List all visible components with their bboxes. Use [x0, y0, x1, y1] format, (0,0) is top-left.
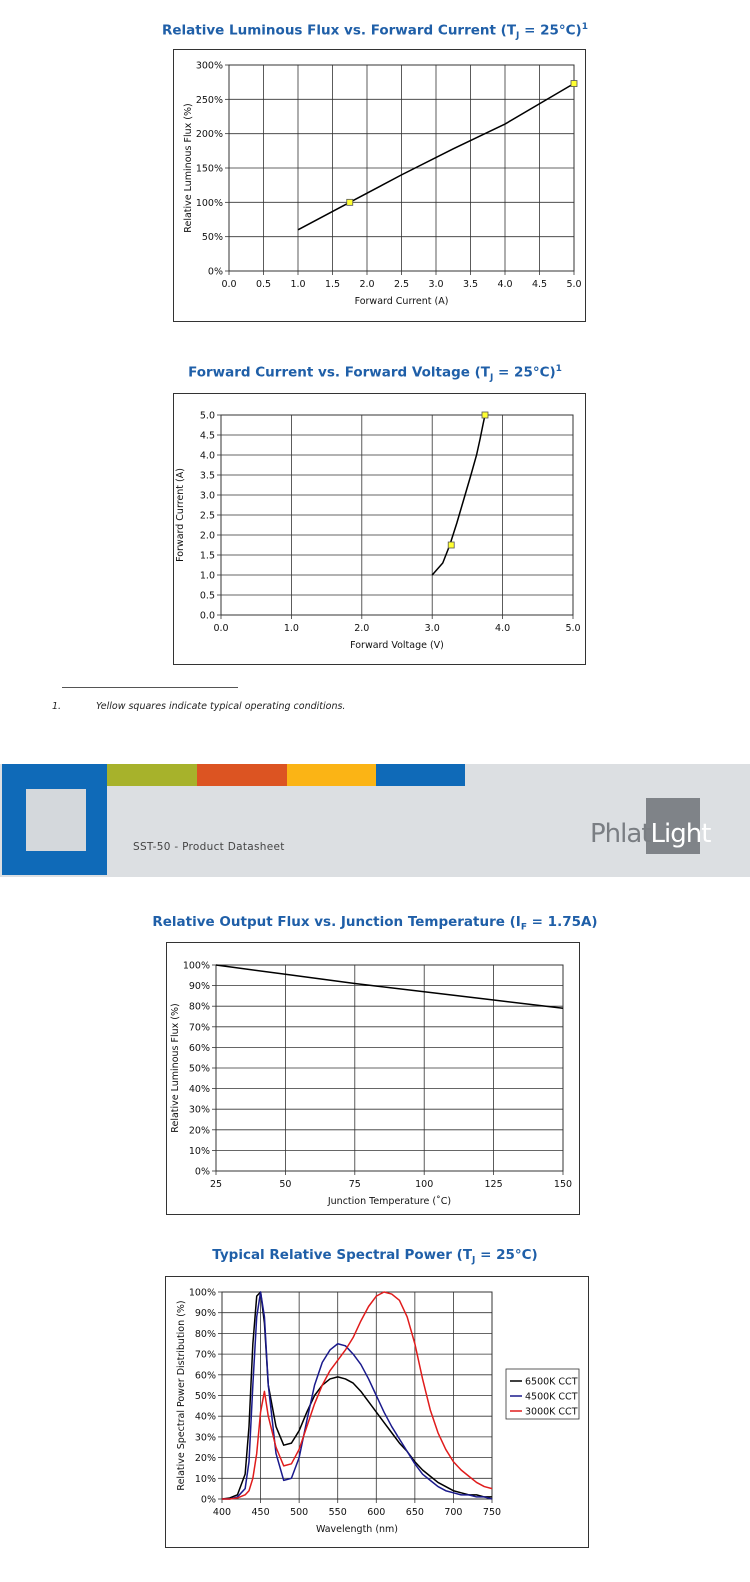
banner-blue-block [2, 764, 107, 875]
c1-ytick-label: 100% [195, 197, 223, 209]
c1-ytick-label: 300% [195, 60, 223, 72]
c4-ytick-label: 60% [194, 1370, 216, 1382]
c2-marker-0 [448, 542, 454, 548]
c3-ytick-label: 60% [188, 1042, 210, 1054]
c4-xtick-label: 450 [251, 1507, 270, 1518]
banner-stripe-orange [197, 764, 287, 786]
c1-xtick-label: 0.0 [221, 279, 237, 290]
banner-stripe-yellow [287, 764, 376, 786]
chart4-title: Typical Relative Spectral Power $(T_J = 25^\circ C)$ [212, 1247, 538, 1266]
c4-xtick-label: 700 [444, 1507, 463, 1518]
c2-ytick-label: 1.5 [199, 550, 215, 562]
footnote-divider [62, 687, 238, 688]
c1-marker-1 [571, 81, 577, 87]
c2-grid [217, 415, 573, 619]
c4-grid [218, 1292, 492, 1503]
c4-xtick-label: 400 [212, 1507, 232, 1518]
c4-xtick-label: 500 [290, 1507, 309, 1518]
c2-ytick-label: 1.0 [199, 570, 215, 582]
chart1-plot [174, 50, 585, 321]
c3-ytick-label: 90% [188, 981, 210, 993]
c4-ytick-label: 100% [188, 1287, 216, 1299]
c1-ytick-label: 0% [207, 266, 223, 278]
c4-ytick-label: 0% [200, 1494, 216, 1506]
c4-ylabel: Relative Spectral Power Distribution (%) [176, 1300, 187, 1491]
c4-ytick-label: 20% [194, 1453, 216, 1465]
c3-xtick-label: 25 [209, 1179, 223, 1190]
c4-xtick-label: 650 [405, 1507, 424, 1518]
chart4-frame [165, 1276, 589, 1548]
c3-ytick-label: 70% [188, 1022, 210, 1034]
c4-xtick-label: 750 [482, 1507, 502, 1518]
c4-ytick-label: 50% [194, 1391, 216, 1402]
c3-ytick-label: 0% [194, 1166, 210, 1178]
c1-xtick-label: 1.5 [324, 279, 341, 290]
c2-ytick-label: 2.5 [199, 510, 215, 522]
c2-xtick-label: 3.0 [424, 623, 440, 634]
c1-ytick-label: 200% [195, 129, 223, 141]
c3-ytick-label: 30% [188, 1104, 210, 1116]
chart4-plot [166, 1277, 588, 1547]
c1-ytick-label: 150% [195, 163, 223, 175]
c3-ytick-label: 20% [188, 1125, 210, 1137]
banner-stripe-green [107, 764, 197, 786]
c4-legend-label-1: 4500K CCT [525, 1391, 578, 1403]
c2-ytick-label: 2.0 [199, 530, 215, 542]
c4-legend [506, 1369, 579, 1419]
c1-xtick-label: 1.0 [290, 279, 306, 290]
c1-ytick-label: 50% [201, 232, 223, 244]
c1-xtick-label: 2.0 [359, 279, 375, 290]
c1-xtick-label: 3.5 [462, 279, 479, 290]
c3-xtick-label: 125 [484, 1179, 503, 1190]
c2-xtick-label: 4.0 [495, 623, 511, 634]
chart1-frame [173, 49, 586, 322]
c2-ytick-label: 0.0 [199, 610, 215, 622]
c4-ytick-label: 70% [194, 1349, 216, 1361]
chart2-frame [173, 393, 586, 665]
chart2-plot [174, 394, 585, 664]
c3-xtick-label: 75 [348, 1179, 361, 1190]
c3-xtick-label: 50 [279, 1179, 292, 1190]
banner-stripe-blue [376, 764, 465, 786]
datasheet-banner [0, 764, 750, 877]
c3-ytick-label: 80% [188, 1001, 210, 1013]
c4-ytick-label: 40% [194, 1411, 216, 1423]
c4-xlabel: Wavelength (nm) [315, 1524, 399, 1535]
c3-grid [212, 965, 563, 1175]
footnote-number: 1. [52, 701, 62, 712]
c4-xtick-label: 550 [328, 1507, 347, 1518]
banner-inner-square [26, 789, 86, 851]
c1-xtick-label: 2.5 [393, 279, 410, 290]
c3-xtick-label: 100 [415, 1179, 434, 1190]
c4-xtick-label: 600 [367, 1507, 386, 1518]
c4-legend-label-0: 6500K CCT [525, 1376, 578, 1388]
c3-ylabel: Relative Luminous Flux (%) [170, 1003, 181, 1133]
c4-ytick-label: 30% [194, 1432, 216, 1444]
chart1-title: Relative Luminous Flux vs. Forward Current $(T_J = 25^\circ C)^1$ [162, 22, 588, 42]
c3-xlabel: Junction Temperature (˚C) [327, 1196, 452, 1207]
c3-series-line-0 [216, 965, 563, 1008]
c2-xtick-label: 1.0 [283, 623, 299, 634]
footnote-text: Yellow squares indicate typical operating conditions. [96, 701, 346, 712]
chart3-title: Relative Output Flux vs. Junction Temperature $(I_F = 1.75A)$ [152, 914, 598, 933]
c4-ytick-label: 80% [194, 1328, 216, 1340]
c2-xlabel: Forward Voltage (V) [350, 640, 444, 651]
c3-ytick-label: 100% [182, 960, 210, 972]
c3-ytick-label: 40% [188, 1084, 210, 1096]
c2-ytick-label: 5.0 [199, 410, 215, 422]
c2-ytick-label: 0.5 [199, 590, 215, 602]
chart2-title: Forward Current vs. Forward Voltage $(T_J = 25^\circ C)^1$ [188, 364, 562, 384]
c1-xtick-label: 3.0 [428, 279, 444, 290]
c3-xtick-label: 150 [553, 1179, 573, 1190]
document-title: SST-50 - Product Datasheet [133, 841, 285, 853]
c1-ylabel: Relative Luminous Flux (%) [183, 103, 194, 233]
c3-ytick-label: 10% [188, 1145, 210, 1157]
c4-ytick-label: 10% [194, 1473, 216, 1485]
c2-marker-1 [482, 412, 488, 418]
chart3-plot [167, 943, 579, 1214]
c1-ytick-label: 250% [195, 94, 223, 106]
c2-ytick-label: 3.5 [199, 470, 215, 482]
c2-ylabel: Forward Current (A) [175, 468, 186, 562]
c2-ytick-label: 4.5 [199, 430, 215, 442]
c1-grid [225, 65, 574, 275]
c4-legend-label-2: 3000K CCT [525, 1406, 578, 1418]
phlatlight-logo: PhlatLight [590, 819, 711, 849]
chart3-frame [166, 942, 580, 1215]
c2-ytick-label: 3.0 [199, 490, 215, 502]
c1-xtick-label: 5.0 [566, 279, 582, 290]
c1-xtick-label: 4.0 [497, 279, 513, 290]
c1-xtick-label: 0.5 [255, 279, 272, 290]
c3-ytick-label: 50% [188, 1063, 210, 1075]
c4-ytick-label: 90% [194, 1308, 216, 1320]
c2-xtick-label: 2.0 [354, 623, 370, 634]
c2-xtick-label: 0.0 [213, 623, 229, 634]
c1-xlabel: Forward Current (A) [354, 296, 449, 307]
c2-xtick-label: 5.0 [565, 623, 581, 634]
c2-ytick-label: 4.0 [199, 450, 215, 462]
c1-marker-0 [347, 199, 353, 205]
c1-xtick-label: 4.5 [531, 279, 548, 290]
